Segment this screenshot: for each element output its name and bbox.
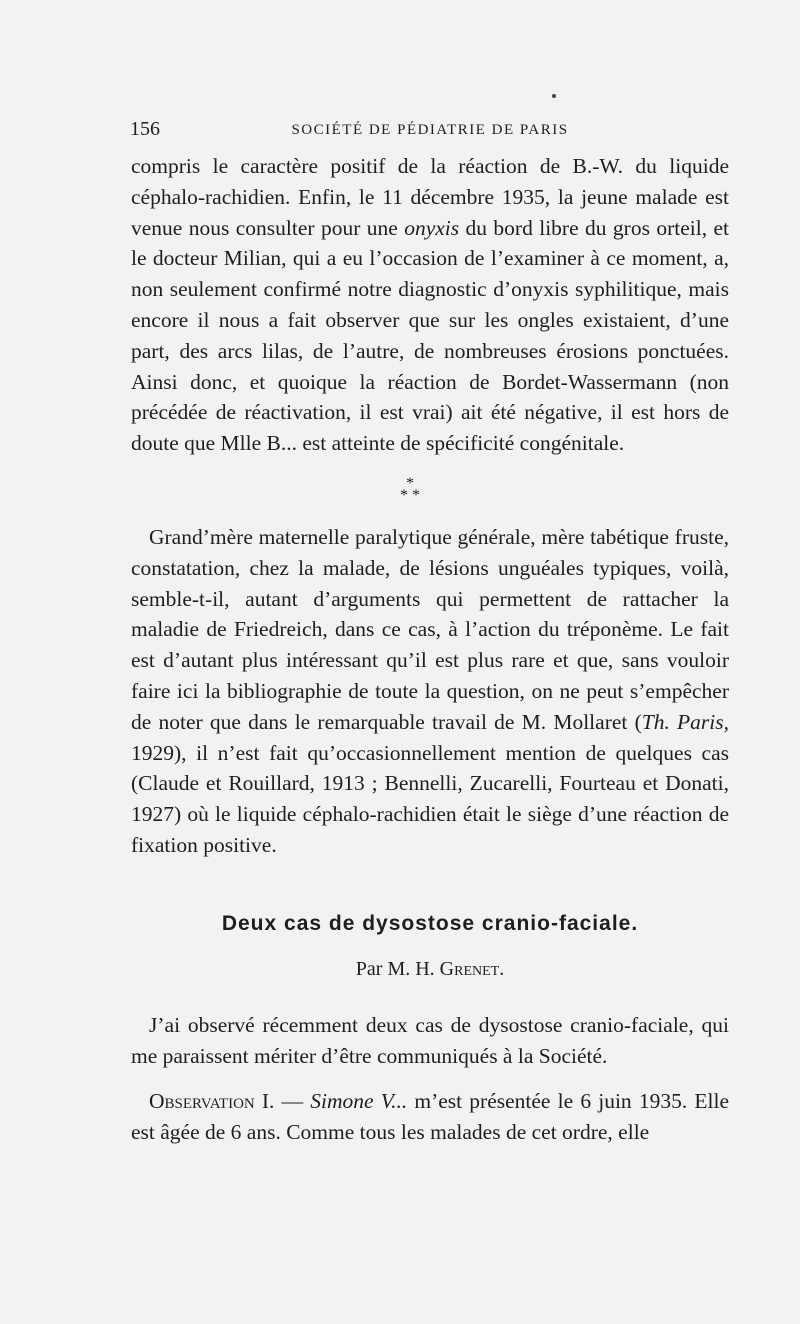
ink-dot bbox=[552, 94, 556, 98]
page-number: 156 bbox=[130, 118, 160, 140]
paragraph-1-text-b: du bord libre du gros orteil, et le docteur Milian, qui a eu l’occasion de l’examiner à ce moment, a, non seulement confirmé notre diagnostic d’onyxis syphilitique, mais encore il nous a fait observer que sur les ongles existaient, d’une part, des arcs lilas, de l’autre, de nombreuses érosions ponctuées. Ainsi donc, et quoique la réaction de Bordet-Wassermann (non précédée de réactivation, il est vrai) ait été négative, il est hors de doute que Mlle B... est atteinte de spécificité congénitale. bbox=[131, 215, 729, 456]
running-title: SOCIÉTÉ DE PÉDIATRIE DE PARIS bbox=[291, 122, 569, 138]
paragraph-4-text: m’est présentée le 6 juin 1935. Elle est âgée de 6 ans. Comme tous les malades de cet ordre, elle bbox=[131, 1089, 729, 1144]
paragraph-2 bbox=[131, 522, 729, 861]
paragraph-1-text-a: compris le caractère positif de la réaction de B.-W. du liquide céphalo-rachidien. Enfin, le 11 décembre 1935, la jeune malade est venue nous consulter pour une bbox=[131, 154, 729, 240]
paragraph-3: J’ai observé récemment deux cas de dysostose cranio-faciale, qui me paraissent mériter d’être communiqués à la Société. bbox=[131, 1013, 729, 1068]
observation-dash: — bbox=[274, 1089, 311, 1113]
patient-name: Simone V... bbox=[310, 1089, 408, 1113]
article-title: Deux cas de dysostose cranio-faciale. bbox=[221, 912, 639, 935]
paragraph-2-italic: Th. Paris, bbox=[641, 709, 729, 734]
paragraph-1 bbox=[131, 151, 729, 459]
byline-author-name: Grenet. bbox=[439, 958, 505, 980]
separator-bottom-stars: * * bbox=[400, 487, 420, 504]
page-header bbox=[130, 118, 730, 146]
paragraph-4 bbox=[131, 1086, 729, 1148]
byline-prefix: Par M. H. bbox=[355, 958, 440, 980]
separator-top-star: * bbox=[406, 475, 414, 492]
paragraph-2-text-a: Grand’mère maternelle paralytique générale, mère tabétique fruste, constatation, chez la malade, de lésions unguéales typiques, voilà, semble-t-il, autant d’arguments qui permettent de rattacher la maladie de Friedreich, dans ce cas, à l’action du tréponème. Le fait est d’autant plus intéressant qu’il est plus rare et que, sans vouloir faire ici la bibliographie de toute la question, on ne peut s’empêcher de noter que dans le remarquable travail de M. Mollaret ( bbox=[131, 525, 729, 734]
paragraph-1-italic: onyxis bbox=[404, 215, 460, 240]
observation-label: Observation I. bbox=[149, 1089, 275, 1113]
article-byline bbox=[131, 958, 729, 981]
paragraph-2-text-b: 1929), il n’est fait qu’occasionnellement mention de quelques cas (Claude et Rouillard, 1913 ; Bennelli, Zucarelli, Fourteau et Donati, 1927) où le liquide céphalo-rachidien était le siège d’une réaction de fixation positive. bbox=[131, 740, 729, 857]
section-separator bbox=[380, 475, 440, 504]
